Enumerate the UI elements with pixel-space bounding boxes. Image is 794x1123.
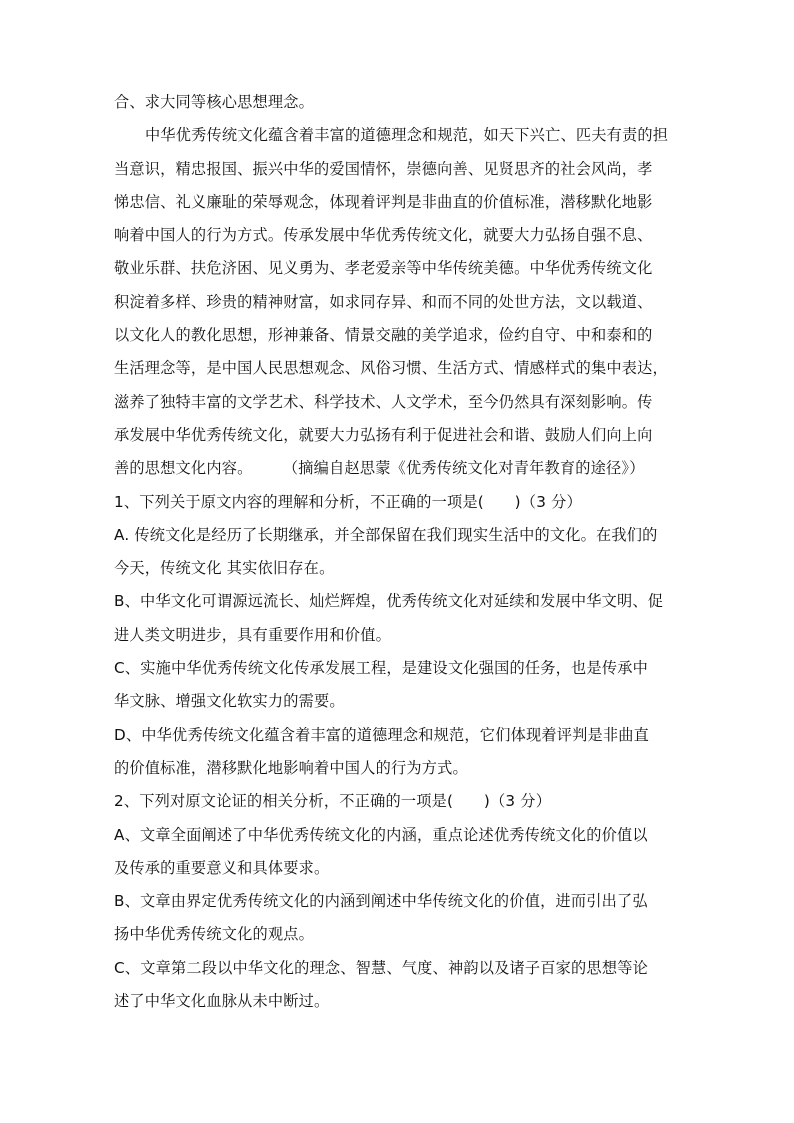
option-c-continued: 华文脉、增强文化软实力的需要。: [114, 692, 345, 711]
option-a: A. 传统文化是经历了长期继承，并全部保留在我们现实生活中的文化。在我们的: [114, 525, 658, 544]
passage-line: 生活理念等，是中国人民思想观念、风俗习惯、生活方式、情感样式的集中表达，: [114, 359, 668, 378]
question-1: [114, 486, 686, 786]
option-a: A、文章全面阐述了中华优秀传统文化的内涵，重点论述优秀传统文化的价值以: [114, 825, 648, 844]
passage-last-line: [114, 452, 686, 485]
passage-line: 当意识，精忠报国、振兴中华的爱国情怀，崇德向善、见贤思齐的社会风尚，孝: [114, 159, 653, 178]
passage-line: 承发展中华优秀传统文化，就要大力弘扬有利于促进社会和谐、鼓励人们向上向: [114, 425, 653, 444]
passage-line: 悌忠信、礼义廉耻的荣辱观念，体现着评判是非曲直的价值标准，潜移默化地影: [114, 192, 653, 211]
option-b: B、文章由界定优秀传统文化的内涵到阐述中华传统文化的价值，进而引出了弘: [114, 892, 648, 911]
passage-line: 中华优秀传统文化蕴含着丰富的道德理念和规范，如天下兴亡、匹夫有责的担: [145, 126, 669, 145]
question-2: [114, 785, 686, 1018]
passage-line: 响着中国人的行为方式。传承发展中华优秀传统文化，就要大力弘扬自强不息、: [114, 226, 653, 245]
question-stem: 1、下列关于原文内容的理解和分析，不正确的一项是( )（3 分）: [114, 492, 582, 511]
question-stem: 2、下列对原文论证的相关分析，不正确的一项是( )（3 分）: [114, 792, 552, 811]
passage: [114, 86, 686, 486]
document-body: [114, 86, 686, 1018]
option-c: C、实施中华优秀传统文化传承发展工程，是建设文化强国的任务，也是传承中: [114, 659, 648, 678]
passage-line: 敬业乐群、扶危济困、见义勇为、孝老爱亲等中华传统美德。中华优秀传统文化: [114, 259, 653, 278]
passage-line: 积淀着多样、珍贵的精神财富，如求同存异、和而不同的处世方法，文以载道、: [114, 292, 653, 311]
passage-line: 善的思想文化内容。: [114, 459, 253, 478]
option-a-continued: 及传承的重要意义和具体要求。: [114, 858, 330, 877]
passage-line: 以文化人的教化思想，形神兼备、情景交融的美学追求，俭约自守、中和泰和的: [114, 326, 653, 345]
option-d-continued: 的价值标准，潜移默化地影响着中国人的行为方式。: [114, 758, 468, 777]
option-b: B、中华文化可谓源远流长、灿烂辉煌，优秀传统文化对延续和发展中华文明、促: [114, 592, 664, 611]
option-c: C、文章第二段以中华文化的理念、智慧、气度、神韵以及诸子百家的思想等论: [114, 958, 648, 977]
passage-line: 滋养了独特丰富的文学艺术、科学技术、人文学术，至今仍然具有深刻影响。传: [114, 392, 653, 411]
option-b-continued: 扬中华优秀传统文化的观点。: [114, 925, 315, 944]
option-b-continued: 进人类文明进步，具有重要作用和价值。: [114, 625, 391, 644]
option-c-continued: 述了中华文化血脉从未中断过。: [114, 992, 330, 1011]
option-a-continued: 今天，传统文化 其实依旧存在。: [114, 559, 335, 578]
passage-line: 合、求大同等核心思想理念。: [114, 93, 315, 111]
passage-source: （摘编自赵思蒙《优秀传统文化对青年教育的途径》）: [290, 459, 645, 478]
option-d: D、中华优秀传统文化蕴含着丰富的道德理念和规范，它们体现着评判是非曲直: [114, 725, 650, 744]
